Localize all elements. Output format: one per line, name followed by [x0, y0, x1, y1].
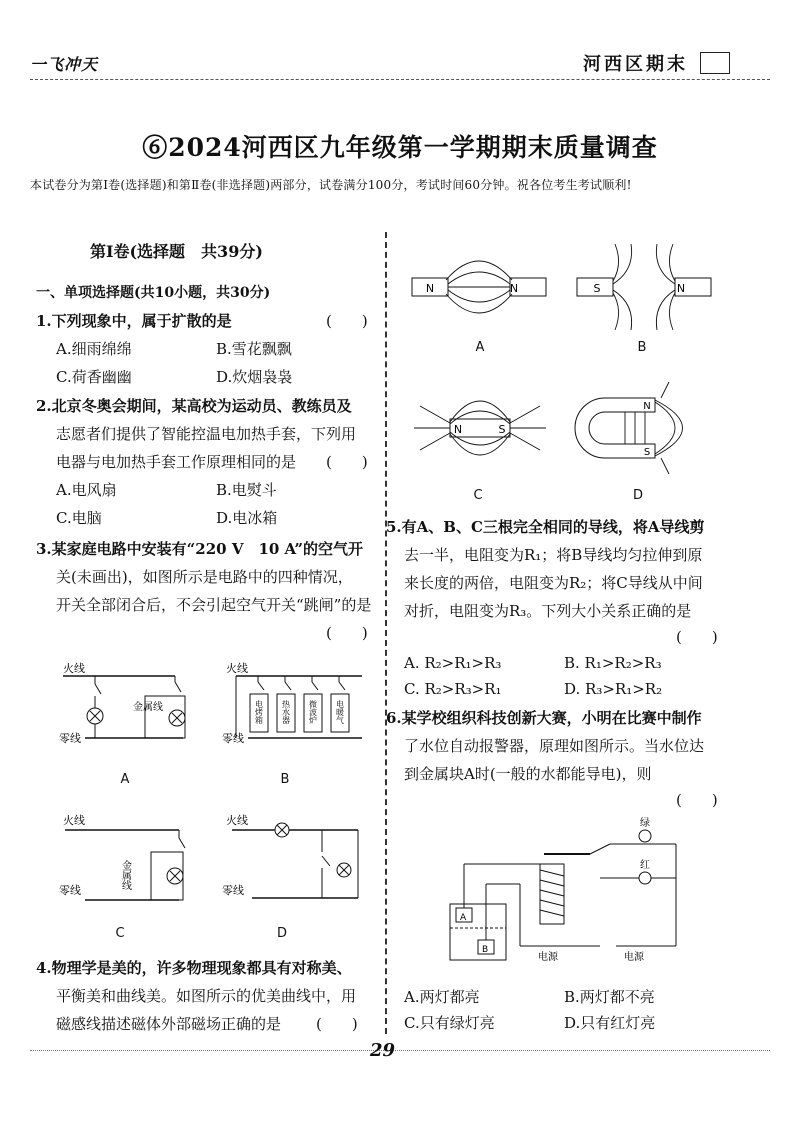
series-title: 河西区期末 [583, 54, 688, 75]
q4-magnet-fig-c [410, 378, 550, 478]
q3-circuit-c [55, 812, 205, 912]
pole-n-left: N [425, 282, 435, 295]
neutral-wire-label: 零线 [59, 732, 81, 745]
q4-fig-label-a: A [475, 340, 485, 355]
pole-s-c: S [498, 423, 506, 436]
metal-wire-label: 金属线 [133, 702, 163, 713]
appliance-radiator: 电暖气 [335, 700, 345, 724]
block-a-label: A [460, 913, 467, 923]
q2-option-c: C.电脑 [56, 509, 102, 527]
page-number: 29 [370, 1040, 396, 1061]
red-lamp-label: 红 [640, 860, 650, 871]
footer-rule [30, 1050, 770, 1051]
block-b-label: B [482, 945, 489, 955]
red-lamp [639, 872, 651, 884]
q6-option-c: C.只有绿灯亮 [404, 1014, 495, 1032]
q3-circuit-d [222, 812, 372, 912]
fire-wire-label-c: 火线 [63, 814, 85, 827]
green-lamp-label: 绿 [640, 818, 650, 829]
appliance-heater: 热水器 [281, 700, 291, 724]
q4-fig-label-c: C [473, 488, 483, 503]
q5-option-b: B. R₁>R₂>R₃ [564, 654, 662, 672]
q3-line-2: 关(未画出)，如图所示是电路中的四种情况， [56, 568, 353, 586]
fire-wire-label-d: 火线 [226, 814, 248, 827]
q5-line-1: 5.有A、B、C三根完全相同的导线，将A导线剪 [386, 518, 705, 536]
q4-magnet-fig-d [565, 378, 715, 478]
q1-stem: 1.下列现象中，属于扩散的是 [36, 312, 232, 330]
q3-fig-label-c: C [115, 926, 125, 941]
q6-water-alarm-fig [440, 814, 690, 964]
q3-circuit-b [222, 658, 372, 758]
appliance-microwave: 微波炉 [308, 700, 318, 724]
q3-blank: ( ) [326, 624, 368, 642]
q5-blank: ( ) [676, 628, 718, 646]
fire-wire-label: 火线 [63, 662, 85, 675]
q3-line-1: 3.某家庭电路中安装有“220 V 10 A”的空气开 [36, 540, 364, 558]
q5-line-2: 去一半，电阻变为R₁；将B导线均匀拉伸到原 [404, 546, 703, 564]
q5-line-3: 来长度的两倍，电阻变为R₂；将C导线从中间 [404, 574, 703, 592]
q2-option-d: D.电冰箱 [216, 509, 278, 527]
q4-magnet-fig-a [410, 240, 550, 335]
appliance-oven: 电烤箱 [254, 700, 264, 724]
q4-blank: ( ) [316, 1015, 358, 1033]
part1-heading: 第Ⅰ卷(选择题 共39分) [90, 242, 263, 261]
metal-wire-label-c: 金属线 [119, 860, 131, 890]
q2-line-2: 志愿者们提供了智能控温电加热手套，下列用 [56, 425, 357, 443]
pole-n-right: N [509, 282, 519, 295]
q2-option-a: A.电风扇 [56, 481, 117, 499]
series-badge [700, 52, 730, 74]
q4-fig-label-b: B [637, 340, 647, 355]
fire-wire-label-b: 火线 [226, 662, 248, 675]
neutral-wire-label-d: 零线 [222, 884, 244, 897]
q5-option-c: C. R₂>R₃>R₁ [404, 680, 502, 698]
q3-line-3: 开关全部闭合后，不会引起空气开关“跳闸”的是 [56, 596, 372, 614]
q1-blank: ( ) [326, 312, 368, 330]
q3-fig-label-d: D [276, 926, 287, 941]
section1-heading: 一、单项选择题(共10小题，共30分) [36, 285, 271, 301]
q4-line-2: 平衡美和曲线美。如图所示的优美曲线中，用 [56, 987, 357, 1005]
pole-n-d: N [643, 401, 651, 412]
pole-s-d: S [643, 447, 651, 458]
q4-line-1: 4.物理学是美的，许多物理现象都具有对称美、 [36, 959, 352, 977]
column-divider [385, 232, 387, 1034]
brand-logo: 一飞冲天 [30, 55, 99, 74]
q1-option-c: C.荷香幽幽 [56, 368, 132, 386]
header-rule [30, 79, 770, 80]
q2-line-1: 2.北京冬奥会期间，某高校为运动员、教练员及 [36, 397, 352, 415]
q1-option-b: B.雪花飘飘 [216, 340, 292, 358]
pole-n-c: N [453, 423, 463, 436]
q6-option-d: D.只有红灯亮 [564, 1014, 656, 1032]
q2-line-3: 电器与电加热手套工作原理相同的是 [56, 453, 297, 471]
page-title: ⑥2024河西区九年级第一学期期末质量调查 [142, 133, 658, 162]
q2-option-b: B.电熨斗 [216, 481, 277, 499]
q2-blank: ( ) [326, 453, 368, 471]
power-label-2: 电源 [624, 952, 644, 963]
appliance-branches [250, 676, 349, 732]
power-label-1: 电源 [538, 952, 558, 963]
q3-fig-label-b: B [280, 772, 290, 787]
pole-n: N [676, 282, 686, 295]
q6-blank: ( ) [676, 791, 718, 809]
q6-line-1: 6.某学校组织科技创新大赛，小明在比赛中制作 [386, 709, 702, 727]
q6-option-a: A.两灯都亮 [404, 988, 480, 1006]
q6-option-b: B.两灯都不亮 [564, 988, 655, 1006]
q5-line-4: 对折，电阻变为R₃。下列大小关系正确的是 [404, 602, 692, 620]
q4-line-3: 磁感线描述磁体外部磁场正确的是 [56, 1015, 282, 1033]
q5-option-d: D. R₃>R₁>R₂ [564, 680, 663, 698]
q6-line-2: 了水位自动报警器，原理如图所示。当水位达 [404, 737, 705, 755]
green-lamp [639, 830, 651, 842]
q5-option-a: A. R₂>R₁>R₃ [404, 654, 502, 672]
q4-magnet-fig-b [575, 240, 715, 335]
exam-intro: 本试卷分为第Ⅰ卷(选择题)和第Ⅱ卷(非选择题)两部分，试卷满分100分，考试时间60分钟。祝各位考生考试顺利! [30, 178, 632, 192]
q3-fig-label-a: A [120, 772, 130, 787]
neutral-wire-label-b: 零线 [222, 732, 244, 745]
q3-circuit-a [55, 658, 205, 758]
pole-s: S [593, 282, 601, 295]
neutral-wire-label-c: 零线 [59, 884, 81, 897]
q6-line-3: 到金属块A时(一般的水都能导电)，则 [404, 765, 652, 783]
q1-option-a: A.细雨绵绵 [56, 340, 132, 358]
q1-option-d: D.炊烟袅袅 [216, 368, 293, 386]
q4-fig-label-d: D [632, 488, 643, 503]
